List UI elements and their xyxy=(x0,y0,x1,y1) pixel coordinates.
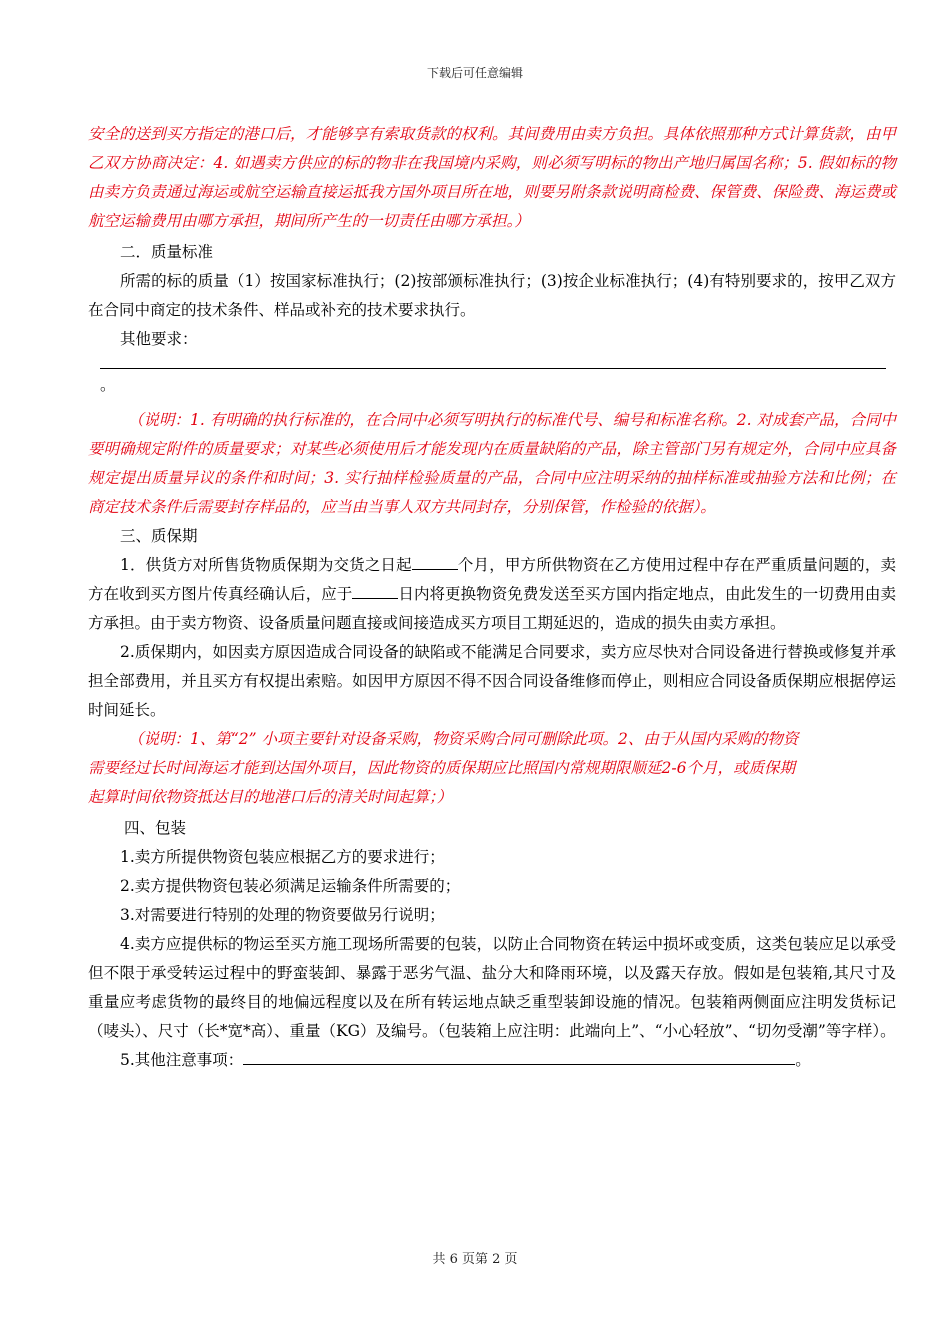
other-notes-blank[interactable] xyxy=(243,1046,795,1065)
period-mark: 。 xyxy=(100,376,116,394)
warranty-clause-2: 2.质保期内，如因卖方原因造成合同设备的缺陷或不能满足合同要求，卖方应尽快对合同设备进行替换或修复并承担全部费用，并且买方有权提出索赔。如因甲方原因不得不因合同设备维修而停止，则相应合同设备质保期应根据停运时间延长。 xyxy=(88,643,896,719)
warranty-clause-1 xyxy=(88,551,896,638)
other-notes-period: 。 xyxy=(795,1051,811,1069)
quality-explanatory-note: （说明：1. 有明确的执行标准的，在合同中必须写明执行的标准代号、编号和标准名称。2. 对成套产品，合同中要明确规定附件的质量要求；对某些必须使用后才能发现内在质量缺陷的产品，除主管部门另有规定外，合同中应具备规定提出质量异议的条件和时间；3. 实行抽样检验质量的产品，合同中应注明采纳的抽样标准或抽验方法和比例；在商定技术条件后需要封存样品的，应当由当事人双方共同封存，分别保管，作检验的依据）。 xyxy=(88,411,896,516)
packaging-item-5 xyxy=(88,1046,896,1075)
other-requirements-blank-line[interactable] xyxy=(100,368,886,369)
other-notes-label: 5.其他注意事项： xyxy=(120,1051,244,1069)
warranty-clause-1-part-c: 日内将更换物资免费发送至买方国内指定地点，由此发生的一切费用由卖方承担。由于卖方物资、设备质量问题直接或间接造成买方项目工期延迟的，造成的损失由卖方承担。 xyxy=(88,585,896,632)
replacement-days-blank[interactable] xyxy=(352,580,398,599)
page-header: 下载后可任意编辑 xyxy=(426,66,523,80)
packaging-item-4: 4.卖方应提供标的物运至买方施工现场所需要的包装，以防止合同物资在转运中损坏或变质，这类包装应足以承受但不限于承受转运过程中的野蛮装卸、暴露于恶劣气温、盐分大和降雨环境，以及露天存放。假如是包装箱,其尺寸及重量应考虑货物的最终目的地偏远程度以及在所有转运地点缺乏重型装卸设施的情况。包装箱两侧面应注明发货标记（唛头）、尺寸（长*宽*高）、重量（KG）及编号。（包装箱上应注明：此端向上”、“小心轻放”、“切勿受潮”等字样）。 xyxy=(88,935,896,1040)
section-heading-quality: 二．质量标准 xyxy=(120,243,214,261)
warranty-months-blank[interactable] xyxy=(412,551,458,570)
section-heading-warranty: 三、质保期 xyxy=(120,527,198,545)
quality-standard-text: 所需的标的质量（1）按国家标准执行；(2)按部颁标准执行；(3)按企业标准执行；(4)有特别要求的，按甲乙双方在合同中商定的技术条件、样品或补充的技术要求执行。 xyxy=(88,272,896,319)
warranty-note-line-2: 需要经过长时间海运才能到达国外项目，因此物资的质保期应比照国内常规期限顺延2-6个月，或质保期 xyxy=(88,759,795,777)
page-footer: 共 6 页第 2 页 xyxy=(432,1252,518,1267)
packaging-item-3: 3.对需要进行特别的处理的物资要做另行说明； xyxy=(120,906,445,924)
explanatory-note-continued: 安全的送到买方指定的港口后，才能够享有索取货款的权利。其间费用由卖方负担。具体依照那种方式计算货款，由甲乙双方协商决定：4. 如遇卖方供应的标的物非在我国境内采购，则必须写明标的物出产地归属国名称；5. 假如标的物由卖方负责通过海运或航空运输直接运抵我方国外项目所在地，则要另附条款说明商检费、保管费、保险费、海运费或航空运输费用由哪方承担，期间所产生的一切责任由哪方承担。） xyxy=(88,125,896,230)
other-requirements-label: 其他要求： xyxy=(120,330,198,348)
warranty-note-line-1: （说明：1、第“2” 小项主要针对设备采购，物资采购合同可删除此项。2、由于从国内采购的物资 xyxy=(128,730,799,748)
section-heading-packaging: 四、包装 xyxy=(124,819,187,837)
packaging-item-2: 2.卖方提供物资包装必须满足运输条件所需要的； xyxy=(120,877,461,895)
warranty-clause-1-part-a: 1．供货方对所售货物质保期为交货之日起 xyxy=(120,556,412,574)
packaging-item-1: 1.卖方所提供物资包装应根据乙方的要求进行； xyxy=(120,848,445,866)
warranty-clause-1-part-b: 个月，甲方所供物资在乙方使用过程中存在严重质量问题的，卖方在收到买方图片传真经确认后，应于 xyxy=(88,556,896,603)
warranty-note-line-3: 起算时间依物资抵达目的地港口后的清关时间起算；） xyxy=(88,788,453,806)
document-body xyxy=(88,120,896,1075)
